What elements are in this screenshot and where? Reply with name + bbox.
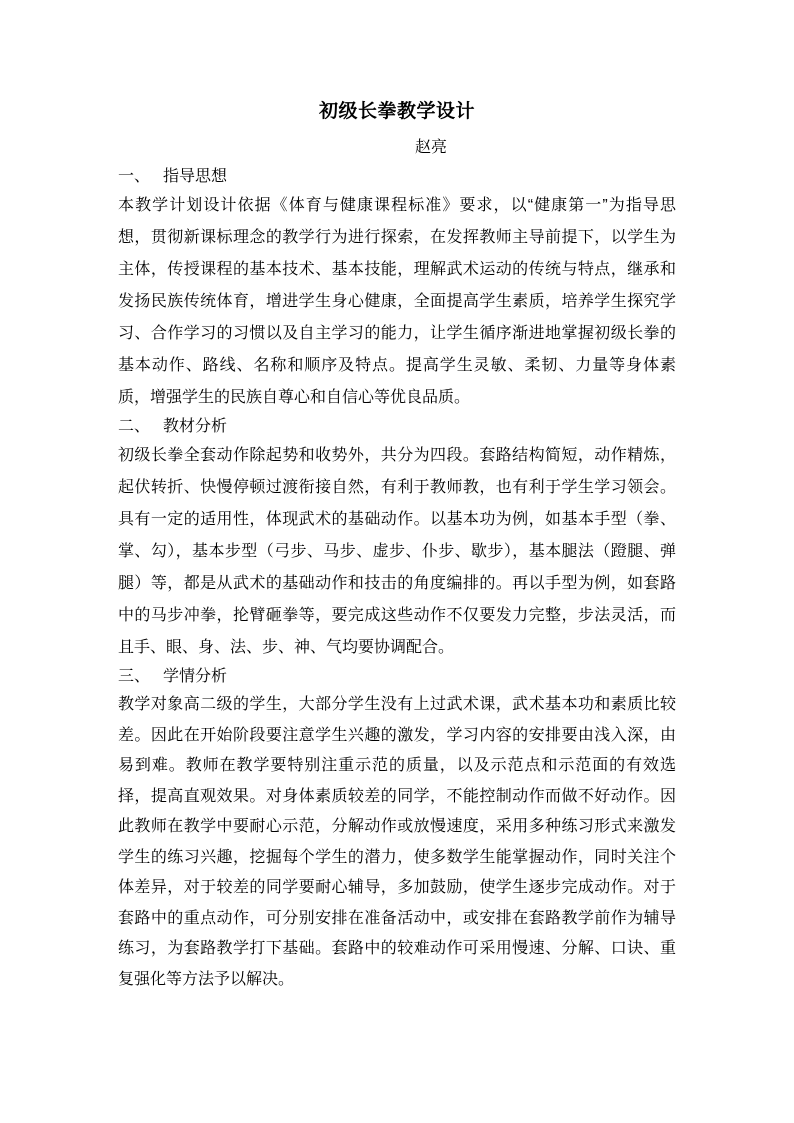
text-line: 练习，为套路教学打下基础。套路中的较难动作可采用慢速、分解、口诀、重 xyxy=(118,940,676,957)
text-line: 质，增强学生的民族自尊心和自信心等优良品质。 xyxy=(118,389,471,406)
document-section xyxy=(0,664,794,995)
text-line: 掌、勾），基本步型（弓步、马步、虚步、仆步、歇步），基本腿法（蹬腿、弹 xyxy=(118,543,676,560)
text-line: 复强化等方法予以解决。 xyxy=(118,970,295,988)
text-line: 差。因此在开始阶段要注意学生兴趣的激发，学习内容的安排要由浅入深，由 xyxy=(118,726,676,744)
section-number: 二、 xyxy=(118,418,151,435)
text-line: 且手、眼、身、法、步、神、气均要协调配合。 xyxy=(118,639,455,656)
section-title: 指导思想 xyxy=(163,168,228,185)
section-heading xyxy=(118,164,794,190)
section-title: 教材分析 xyxy=(163,418,228,435)
text-line: 本教学计划设计依据《体育与健康课程标准》要求，以“健康第一”为指导思 xyxy=(118,197,676,214)
text-line: 体差异，对于较差的同学要耐心辅导，多加鼓励，使学生逐步完成动作。对于 xyxy=(118,879,676,896)
text-line: 腿）等，都是从武术的基础动作和技击的角度编排的。再以手型为例，如套路 xyxy=(118,575,676,592)
text-line: 套路中的重点动作，可分别安排在准备活动中，或安排在套路教学前作为辅导 xyxy=(118,909,676,927)
author-line: 赵亮 xyxy=(414,139,447,156)
document-section xyxy=(0,414,794,664)
section-heading xyxy=(118,414,794,440)
section-number: 三、 xyxy=(118,668,151,685)
text-line: 习、合作学习的习惯以及自主学习的能力，让学生循序渐进地掌握初级长拳的 xyxy=(118,325,676,342)
section-heading xyxy=(118,664,794,690)
text-line: 中的马步冲拳，抡臂砸拳等，要完成这些动作不仅要发力完整，步法灵活，而 xyxy=(118,607,676,624)
text-line: 教学对象高二级的学生，大部分学生没有上过武术课，武术基本功和素质比较 xyxy=(118,696,676,713)
text-line: 起伏转折、快慢停顿过渡衔接自然，有利于教师教，也有利于学生学习领会。 xyxy=(118,479,676,496)
section-title: 学情分析 xyxy=(163,668,228,685)
text-line: 主体，传授课程的基本技术、基本技能，理解武术运动的传统与特点，继承和 xyxy=(118,261,676,278)
text-line: 初级长拳全套动作除起势和收势外，共分为四段。套路结构简短，动作精炼， xyxy=(118,447,676,464)
text-line: 此教师在教学中要耐心示范，分解动作或放慢速度，采用多种练习形式来激发 xyxy=(118,818,676,835)
section-paragraph xyxy=(118,190,676,414)
text-line: 具有一定的适用性，体现武术的基础动作。以基本功为例，如基本手型（拳、 xyxy=(118,511,676,528)
document-section xyxy=(0,164,794,414)
page-title: 初级长拳教学设计 xyxy=(318,101,475,122)
sections-container xyxy=(0,164,794,995)
text-line: 基本动作、路线、名称和顺序及特点。提高学生灵敏、柔韧、力量等身体素 xyxy=(118,357,676,374)
text-line: 发扬民族传统体育，增进学生身心健康，全面提高学生素质，培养学生探究学 xyxy=(118,293,676,310)
text-line: 想，贯彻新课标理念的教学行为进行探索，在发挥教师主导前提下，以学生为 xyxy=(118,229,676,246)
section-paragraph xyxy=(118,690,676,995)
text-line: 学生的练习兴趣，挖掘每个学生的潜力，使多数学生能掌握动作，同时关注个 xyxy=(118,848,676,866)
text-line: 择，提高直观效果。对身体素质较差的同学，不能控制动作而做不好动作。因 xyxy=(118,787,676,805)
section-paragraph xyxy=(118,440,676,664)
text-line: 易到难。教师在教学要特别注重示范的质量，以及示范点和示范面的有效选 xyxy=(118,757,676,774)
section-number: 一、 xyxy=(118,168,151,185)
